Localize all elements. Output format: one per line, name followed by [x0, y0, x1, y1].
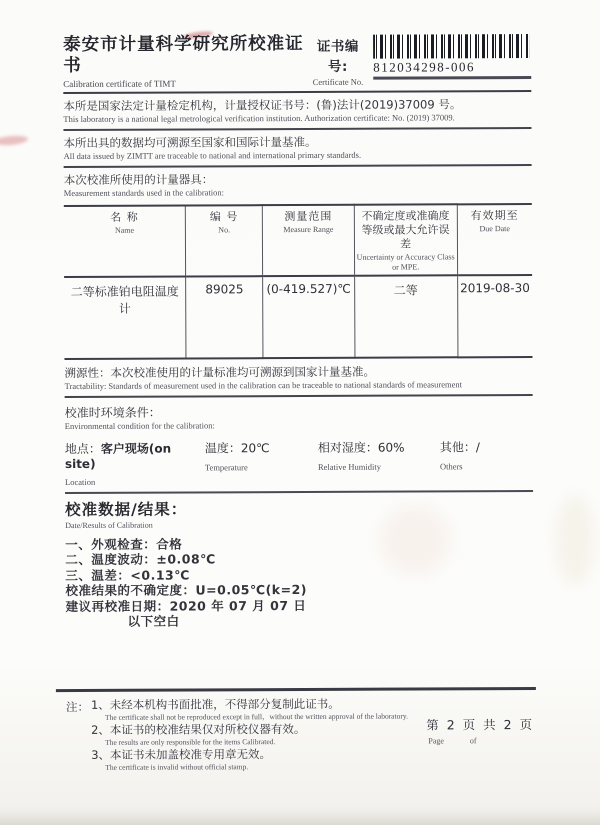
- footer-note-1: [91, 697, 408, 721]
- env-label-en: Location: [64, 476, 96, 488]
- env-label: 其他：: [439, 440, 476, 455]
- col-header-due-date: [457, 204, 532, 275]
- statement-en: Measurement standards used in the calibration:: [63, 187, 225, 199]
- traceability-zh: 溯源性：本次校准使用的计量标准均可溯源到国家计量基准。: [64, 364, 376, 381]
- col-header-zh: 编 号: [209, 210, 239, 224]
- note-en: The results are only responsible for the items Calibrated.: [105, 736, 276, 747]
- result-line-appearance: 一、外观检查：合格: [65, 536, 183, 552]
- barcode-box: [373, 34, 531, 80]
- certificate-number-label-en: Certificate No.: [312, 76, 364, 87]
- col-header-en: No.: [218, 225, 231, 235]
- note-zh: 1、未经本机构书面批准，不得部分复制此证书。: [90, 696, 340, 712]
- col-header-range: [263, 205, 355, 276]
- results-heading-zh: 校准数据/结果：: [65, 499, 188, 519]
- table-row: [64, 275, 532, 359]
- col-header-zh: 测量范围: [284, 209, 333, 224]
- document-title-en: Calibration certificate of TIMT: [63, 78, 176, 90]
- title-block: [63, 34, 312, 89]
- result-line-uncertainty: 校准结果的不确定度：U=0.05℃(k=2): [65, 581, 308, 599]
- cell-uncertainty: 二等: [354, 275, 457, 357]
- environment-fields: [65, 438, 533, 492]
- env-field-location: [65, 439, 205, 488]
- env-field-others: [440, 438, 533, 486]
- statement-standards-used: [64, 166, 532, 203]
- statement-authorization: [63, 92, 531, 129]
- scan-edge-shadow: [0, 811, 600, 825]
- document-title: 泰安市计量科学研究所校准证书: [63, 33, 304, 77]
- cell-range: (0-419.527)℃: [263, 276, 355, 358]
- col-header-zh: 名 称: [110, 210, 139, 224]
- footer-note-2: [91, 722, 408, 746]
- table-header-row: [64, 204, 532, 277]
- env-value: 客户现场(on site): [64, 441, 172, 472]
- certificate-header: [63, 33, 531, 89]
- note-en: The certificate is invalid without official stamp.: [105, 761, 249, 772]
- statement-zh: 本所出具的数据均可溯源至国家和国际计量基准。: [63, 134, 317, 151]
- col-header-en: Name: [114, 225, 135, 235]
- results-heading-en: Date/Results of Calibration: [65, 520, 153, 530]
- env-field-humidity: [318, 438, 440, 487]
- env-label: 相对湿度：: [317, 440, 378, 455]
- certificate-number-label: 证书编号:: [316, 38, 359, 75]
- traceability-en: Tractability: Standards of measurement used in the calibration can be traceable to national standards of measurement: [64, 379, 463, 392]
- env-field-temperature: [205, 439, 318, 487]
- barcode-icon: [373, 34, 529, 59]
- note-label: 注：: [65, 699, 90, 714]
- note-zh: 2、本证书的校准结果仅对所校仪器有效。: [91, 721, 306, 737]
- col-header-no: [185, 205, 263, 276]
- result-line-difference: 三、温差：<0.13℃: [65, 566, 190, 583]
- traceability-statement: [64, 358, 532, 396]
- col-header-en: Uncertainty or Accuracy Class or MPE.: [356, 252, 455, 272]
- col-header-name: [64, 205, 186, 277]
- statement-traceable-data: [63, 129, 531, 166]
- certificate-number-area: [311, 34, 531, 87]
- result-line-recal-date: 建议再校准日期：2020 年 07 月 07 日: [65, 597, 307, 614]
- statement-en: All data issued by ZIMTT are traceable to national and international primary standards.: [63, 149, 362, 162]
- env-value: 20℃: [240, 441, 270, 456]
- environment-heading: [65, 396, 533, 434]
- page-of-en: of: [469, 735, 477, 745]
- statement-zh: 本所是国家法定计量检定机构，计量授权证书号：(鲁)法计(2019)37009 号。: [63, 97, 462, 114]
- env-value: 60%: [377, 440, 405, 455]
- statement-zh: 本次校准所使用的计量器具：: [63, 172, 214, 188]
- measurement-standards-table: [64, 203, 533, 360]
- env-label-en: Temperature: [204, 462, 248, 473]
- cell-no: 89025: [186, 276, 264, 358]
- col-header-en: Measure Range: [283, 224, 334, 235]
- result-line-blank-below: 以下空白: [127, 613, 180, 629]
- note-en: The certificate shall not be reproduced except in full，without the written approval of the laboratory.: [105, 711, 408, 722]
- certificate-number-labels: [311, 35, 364, 87]
- results-lines: [65, 534, 533, 629]
- env-label: 温度：: [204, 441, 241, 456]
- page-number-zh: 第 2 页 共 2 页: [426, 716, 535, 732]
- footer-divider: [56, 687, 536, 692]
- env-label-en: Others: [439, 461, 463, 472]
- col-header-uncertainty: [354, 204, 457, 275]
- note-zh: 3、本证书未加盖校准专用章无效。: [91, 746, 272, 762]
- col-header-zh: 不确定度或准确度等级或最大允许误差: [361, 209, 450, 251]
- footer-notes: [66, 697, 408, 773]
- results-heading: [65, 491, 533, 530]
- env-label-en: Relative Humidity: [317, 461, 382, 472]
- cell-due-date: 2019-08-30: [457, 275, 532, 357]
- page-number: [426, 714, 534, 771]
- barcode-underline: [373, 76, 531, 80]
- environment-heading-zh: 校准时环境条件：: [64, 405, 161, 421]
- cell-name: 二等标准铂电阻温度计: [70, 284, 179, 316]
- environment-heading-en: Environmental condition for the calibration:: [64, 420, 215, 432]
- env-value: /: [475, 440, 480, 455]
- statement-en: This laboratory is a national legal metrological verification institution. Authorization certificate: No. (2019) 37009.: [63, 112, 455, 125]
- certificate-footer: [56, 687, 536, 774]
- result-line-fluctuation: 二、温度波动：±0.08℃: [65, 551, 216, 568]
- footer-note-3: [91, 747, 408, 771]
- certificate-number-value: 812034298-006: [373, 59, 476, 75]
- env-label: 地点：: [64, 441, 101, 457]
- page-label-en: Page: [428, 735, 444, 745]
- col-header-zh: 有效期至: [470, 209, 519, 223]
- col-header-en: Due Date: [479, 224, 510, 234]
